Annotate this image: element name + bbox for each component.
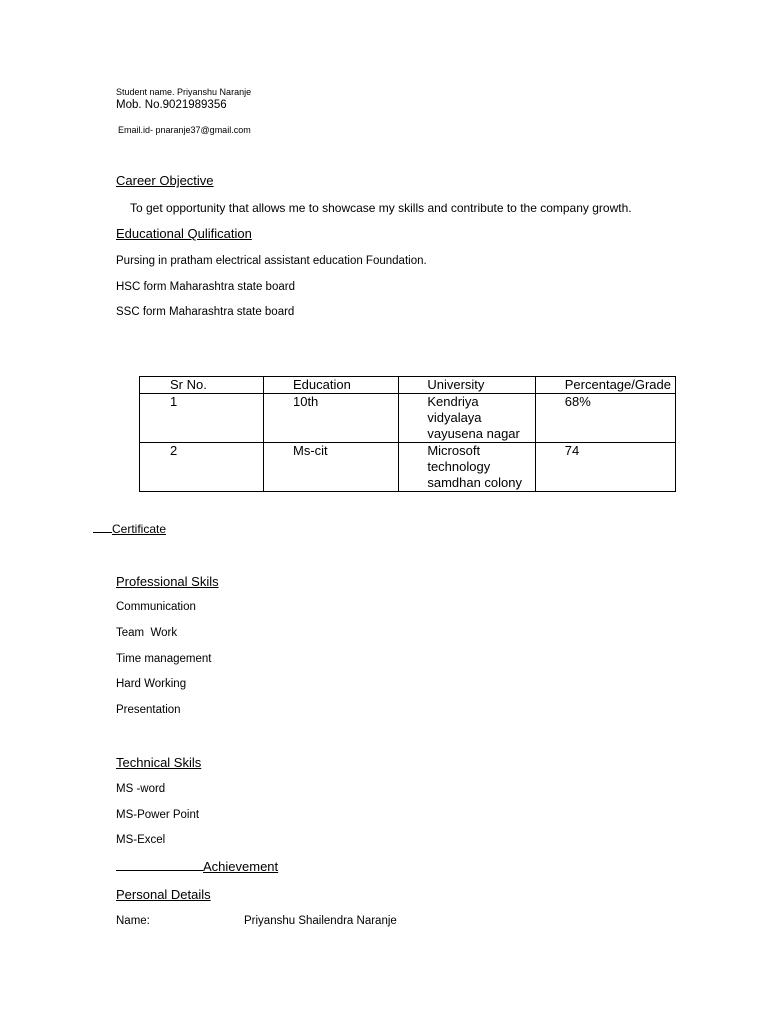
- cell-university: [399, 394, 535, 443]
- table-header-row: [140, 377, 676, 394]
- technical-skill-item: MS-Power Point: [116, 809, 200, 821]
- technical-skills-heading: Technical Skils: [116, 755, 202, 770]
- university-line: samdhan colony: [427, 475, 523, 490]
- education-line-2: HSC form Maharashtra state board: [116, 281, 295, 293]
- university-line: vidyalaya: [427, 410, 482, 425]
- email-id: Email.id- pnaranje37@gmail.com: [118, 125, 251, 135]
- cell-grade: 68%: [535, 394, 675, 443]
- technical-skill-item: MS-Excel: [116, 834, 166, 846]
- mobile-number: Mob. No.9021989356: [116, 99, 227, 111]
- cell-sr: 1: [140, 394, 264, 443]
- name-value: Priyanshu Shailendra Naranje: [244, 915, 397, 927]
- career-objective-heading: Career Objective: [116, 173, 214, 188]
- professional-skill-item: Presentation: [116, 704, 181, 716]
- heading-underline-leader: [116, 859, 203, 871]
- professional-skills-heading: Professional Skils: [116, 574, 219, 589]
- table-row: [140, 443, 676, 492]
- university-line: Kendriya: [427, 394, 479, 409]
- certificate-section: [93, 521, 166, 536]
- cell-education: Ms-cit: [263, 443, 398, 492]
- education-table: [139, 376, 676, 492]
- cell-sr: 2: [140, 443, 264, 492]
- career-objective-text: To get opportunity that allows me to showcase my skills and contribute to the company growth.: [130, 201, 632, 215]
- professional-skill-item: Team Work: [116, 627, 178, 639]
- education-line-3: SSC form Maharashtra state board: [116, 306, 295, 318]
- cell-education: 10th: [263, 394, 398, 443]
- professional-skill-item: Hard Working: [116, 678, 187, 690]
- education-line-1: Pursing in pratham electrical assistant education Foundation.: [116, 255, 427, 267]
- technical-skill-item: MS -word: [116, 783, 166, 795]
- cell-university: [399, 443, 535, 492]
- university-line: Microsoft: [427, 443, 481, 458]
- certificate-heading: Certificate: [112, 522, 167, 536]
- student-name: Student name. Priyanshu Naranje: [116, 87, 252, 97]
- achievement-heading: Achievement: [203, 859, 279, 874]
- header-education: Education: [263, 377, 398, 394]
- heading-underline-leader: [93, 521, 112, 533]
- university-line: vayusena nagar: [427, 426, 520, 441]
- header-sr-no: Sr No.: [140, 377, 264, 394]
- table-row: [140, 394, 676, 443]
- university-line: technology: [427, 459, 491, 474]
- achievement-section: [116, 859, 278, 874]
- professional-skill-item: Communication: [116, 601, 196, 613]
- professional-skill-item: Time management: [116, 653, 212, 665]
- cell-grade: 74: [535, 443, 675, 492]
- header-university: University: [399, 377, 535, 394]
- header-percentage-grade: Percentage/Grade: [535, 377, 675, 394]
- name-label: Name:: [116, 915, 150, 927]
- personal-details-heading: Personal Details: [116, 887, 211, 902]
- education-heading: Educational Qulification: [116, 226, 252, 241]
